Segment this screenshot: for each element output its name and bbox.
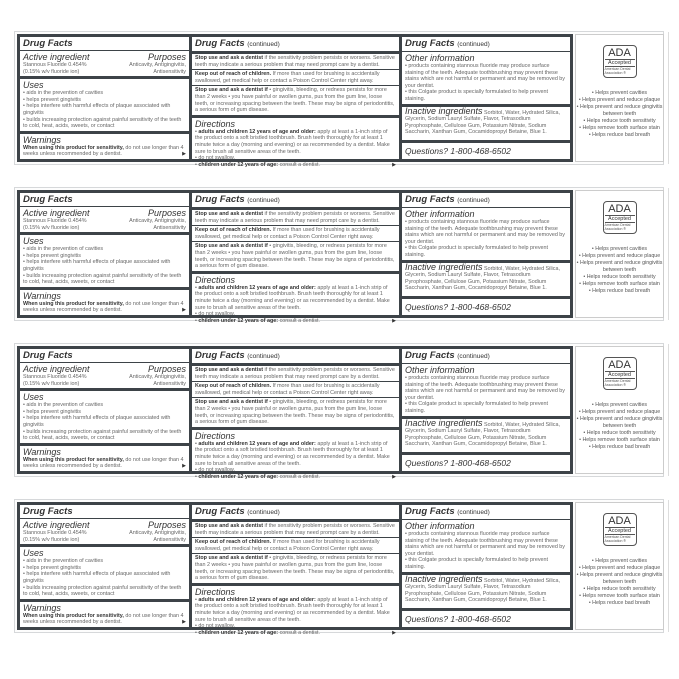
warnings-text: do not use longer than 4 weeks unless recommended by a dentist. (23, 300, 184, 314)
stop-use-if-text: • gingivitis, bleeding, or redness persists for more than 2 weeks • you have painful or swollen gums, pus from the gum line, loose teeth, or increasing spacing between the teeth. These may be signs of periodontitis, a serious form of gum disease. (195, 243, 395, 270)
purposes-title: Purposes (147, 52, 186, 62)
warnings-bold: When using this product for sensitivity, (23, 144, 124, 151)
warnings-bold: When using this product for sensitivity, (23, 456, 124, 463)
ada-seal (603, 201, 637, 234)
drug-facts-title: Drug Facts (405, 38, 455, 49)
warnings-bold: When using this product for sensitivity, (23, 300, 124, 307)
list-item: • builds increasing protection against painful sensitivity of the teeth to cold, heat, acids, sweets, or contact (23, 429, 186, 442)
column-2 (189, 190, 402, 324)
inactive-title: Inactive ingredients (405, 105, 483, 116)
other-title: Other information (405, 521, 475, 531)
ada-logo: ADA (608, 359, 631, 371)
list-item: • helps prevent gingivitis (23, 409, 186, 416)
active-ingredient-section (20, 519, 189, 547)
stop-use-text: if the sensitivity problem persists or worsens. Sensitive teeth may indicate a serious problem that may need prompt care by a dentist. (195, 523, 395, 536)
active-title: Active ingredient (23, 364, 90, 374)
claim-item: • Helps remove tooth surface stain (576, 437, 663, 444)
direction-text: consult a dentist. (278, 317, 321, 324)
inactive-title: Inactive ingredients (405, 261, 483, 272)
warnings-text: do not use longer than 4 weeks unless recommended by a dentist. (23, 456, 184, 470)
uses-section (20, 79, 189, 134)
column-1 (17, 34, 192, 162)
claim-item: • Helps prevent and reduce gingivitis between teeth (576, 260, 663, 274)
other-information-section (402, 364, 570, 419)
list-item: • products containing stannous fluoride may produce surface staining of the teeth. Adequate toothbrushing may prevent these stains which are not harmful or permanent and may be removed by your dentist. (405, 531, 567, 557)
inactive-ingredients-section (402, 419, 570, 455)
ada-seal (603, 45, 637, 78)
purposes-title: Purposes (147, 364, 186, 374)
drug-facts-title: Drug Facts (195, 38, 245, 49)
continued-label: (continued) (457, 41, 490, 48)
stop-use-if-text: • gingivitis, bleeding, or redness persists for more than 2 weeks • you have painful or swollen gums, pus from the gum line, loose teeth, or increasing spacing between the teeth. These may be signs of periodontitis, a serious form of gum disease. (195, 399, 395, 426)
questions-phone: Questions? 1-800-468-6502 (405, 302, 511, 312)
claim-item: • Helps remove tooth surface stain (576, 125, 663, 132)
keep-out-bold: Keep out of reach of children. (195, 71, 272, 78)
drug-facts-label (14, 31, 664, 168)
list-item: • do not swallow. (195, 311, 396, 318)
column-2 (189, 34, 402, 168)
claim-item: • Helps reduce tooth sensitivity (576, 586, 663, 593)
ada-column (575, 190, 664, 318)
ada-column (575, 502, 664, 630)
list-item: • do not swallow. (195, 467, 396, 474)
arrow-right-icon: ▶ (392, 317, 396, 324)
arrow-right-icon: ▶ (182, 463, 186, 470)
keep-out-bold: Keep out of reach of children. (195, 539, 272, 546)
other-title: Other information (405, 53, 475, 63)
continued-label: (continued) (247, 353, 280, 360)
stop-use-bold: Stop use and ask a dentist (195, 523, 263, 529)
list-item: • products containing stannous fluoride may produce surface staining of the teeth. Adequate toothbrushing may prevent these stains which are not harmful or permanent and may be removed by your dentist. (405, 375, 567, 401)
drug-facts-title: Drug Facts (195, 194, 245, 205)
claim-item: • Helps reduce bad breath (576, 288, 663, 295)
stop-use-text: if the sensitivity problem persists or worsens. Sensitive teeth may indicate a serious problem that may need prompt care by a dentist. (195, 211, 395, 224)
uses-section (20, 235, 189, 290)
inactive-title: Inactive ingredients (405, 573, 483, 584)
list-item: • this Colgate product is specially formulated to help prevent staining. (405, 245, 567, 258)
stop-use-if-bold: Stop use and ask a dentist if (195, 399, 268, 406)
column-3 (399, 34, 573, 162)
inactive-text: Sorbitol, Water, Hydrated Silica, Glycerin, Sodium Lauryl Sulfate, Flavor, Tetrasodium Pyrophosphate, Cellulose Gum, Potassium Nitrate, Sodium Saccharin, Xanthan Gum, Cocamidopropyl Betaine, Blue 1. (405, 265, 560, 292)
warnings-section (20, 290, 189, 315)
column-2 (189, 502, 402, 636)
claim-item: • Helps prevent and reduce plaque (576, 409, 663, 416)
keep-out-text: If more than used for brushing is accidentally swallowed, get medical help or contact a Poison Control Center right away. (195, 227, 380, 240)
keep-out-bold: Keep out of reach of children. (195, 383, 272, 390)
directions-title: Directions (195, 430, 236, 441)
directions-title: Directions (195, 586, 236, 597)
active-line: Stannous Fluoride 0.454% (23, 374, 87, 380)
drug-facts-title: Drug Facts (23, 38, 73, 49)
direction-bold: children under 12 years of age: (198, 317, 279, 324)
direction-bold: children under 12 years of age: (198, 161, 279, 168)
continued-label: (continued) (457, 509, 490, 516)
drug-facts-label (14, 343, 664, 480)
ada-association: American Dental Association ® (604, 379, 631, 387)
uses-title: Uses (23, 392, 44, 403)
uses-section (20, 547, 189, 602)
list-item: • helps prevent gingivitis (23, 565, 186, 572)
purposes-title: Purposes (147, 520, 186, 530)
directions-section (192, 118, 399, 170)
direction-text: apply at least a 1-inch strip of the product onto a soft bristled toothbrush. Brush teeth thoroughly for at least 1 minute twice a day (morning and evening) or as recommended by a dentist. Make sure to brush all sensitive areas of the teeth. (195, 596, 390, 623)
stop-use-if-text: • gingivitis, bleeding, or redness persists for more than 2 weeks • you have painful or swollen gums, pus from the gum line, loose teeth, or increasing spacing between the teeth. These may be signs of periodontitis, a serious form of gum disease. (195, 555, 395, 582)
ada-association: American Dental Association ® (604, 67, 631, 75)
list-item: • this Colgate product is specially formulated to help prevent staining. (405, 89, 567, 102)
active-ingredient-section (20, 207, 189, 235)
claim-item: • Helps prevent and reduce plaque (576, 97, 663, 104)
arrow-right-icon: ▶ (182, 151, 186, 158)
direction-bold: children under 12 years of age: (198, 473, 279, 480)
column-3 (399, 346, 573, 474)
claim-item: • Helps prevent and reduce plaque (576, 565, 663, 572)
warnings-title: Warnings (23, 290, 61, 301)
list-item: • builds increasing protection against painful sensitivity of the teeth to cold, heat, acids, sweets, or contact (23, 273, 186, 286)
purpose-line: Anticavity, Antigingivitis, (129, 530, 186, 536)
direction-text: apply at least a 1-inch strip of the product onto a soft bristled toothbrush. Brush teeth thoroughly for at least 1 minute twice a day (morning and evening) or as recommended by a dentist. Make sure to brush all sensitive areas of the teeth. (195, 284, 390, 311)
questions-phone: Questions? 1-800-468-6502 (405, 614, 511, 624)
directions-title: Directions (195, 274, 236, 285)
list-item: • products containing stannous fluoride may produce surface staining of the teeth. Adequate toothbrushing may prevent these stains which are not harmful or permanent and may be removed by your dentist. (405, 63, 567, 89)
purpose-line: Anticavity, Antigingivitis, (129, 374, 186, 380)
stop-use-bold: Stop use and ask a dentist (195, 367, 263, 373)
stop-use-text: if the sensitivity problem persists or worsens. Sensitive teeth may indicate a serious problem that may need prompt care by a dentist. (195, 55, 395, 68)
stop-use-text: if the sensitivity problem persists or worsens. Sensitive teeth may indicate a serious problem that may need prompt care by a dentist. (195, 367, 395, 380)
list-item: • this Colgate product is specially formulated to help prevent staining. (405, 401, 567, 414)
uses-section (20, 391, 189, 446)
column-1 (17, 502, 192, 630)
direction-text: apply at least a 1-inch strip of the product onto a soft bristled toothbrush. Brush teeth thoroughly for at least 1 minute twice a day (morning and evening) or as recommended by a dentist. Make sure to brush all sensitive areas of the teeth. (195, 440, 390, 467)
active-line: (0.15% w/v fluoride ion) (23, 380, 80, 387)
purpose-line: Antisensitivity (153, 380, 186, 387)
other-information-section (402, 520, 570, 575)
list-item: • helps prevent gingivitis (23, 253, 186, 260)
column-3 (399, 502, 573, 630)
continued-label: (continued) (247, 509, 280, 516)
warnings-section (20, 134, 189, 159)
claim-item: • Helps reduce tooth sensitivity (576, 118, 663, 125)
claim-item: • Helps prevent and reduce gingivitis between teeth (576, 572, 663, 586)
warnings-section (20, 602, 189, 627)
direction-text: consult a dentist. (278, 629, 321, 636)
active-line: Stannous Fluoride 0.454% (23, 62, 87, 68)
ada-accepted: Accepted (605, 215, 635, 223)
claim-item: • Helps prevent cavities (576, 402, 663, 409)
column-1 (17, 190, 192, 318)
arrow-right-icon: ▶ (392, 161, 396, 168)
directions-section (192, 586, 399, 638)
purpose-line: Anticavity, Antigingivitis, (129, 62, 186, 68)
drug-facts-title: Drug Facts (405, 506, 455, 517)
ada-logo: ADA (608, 203, 631, 215)
purpose-line: Anticavity, Antigingivitis, (129, 218, 186, 224)
claim-item: • Helps reduce tooth sensitivity (576, 274, 663, 281)
list-item: • builds increasing protection against painful sensitivity of the teeth to cold, heat, acids, sweets, or contact (23, 585, 186, 598)
list-item: • aids in the prevention of cavities (23, 402, 186, 409)
continued-label: (continued) (247, 41, 280, 48)
list-item: • aids in the prevention of cavities (23, 90, 186, 97)
claim-item: • Helps prevent cavities (576, 90, 663, 97)
ada-accepted: Accepted (605, 527, 635, 535)
warnings-title: Warnings (23, 446, 61, 457)
other-title: Other information (405, 365, 475, 375)
column-2 (189, 346, 402, 480)
continued-label: (continued) (247, 197, 280, 204)
active-ingredient-section (20, 363, 189, 391)
inactive-ingredients-section (402, 107, 570, 143)
column-1 (17, 346, 192, 474)
drug-facts-title: Drug Facts (195, 350, 245, 361)
claim-item: • Helps remove tooth surface stain (576, 593, 663, 600)
drug-facts-title: Drug Facts (23, 506, 73, 517)
stop-use-if-bold: Stop use and ask a dentist if (195, 555, 268, 562)
direction-text: consult a dentist. (278, 473, 321, 480)
drug-facts-title: Drug Facts (23, 194, 73, 205)
ada-logo: ADA (608, 47, 631, 59)
column-3 (399, 190, 573, 318)
drug-facts-title: Drug Facts (405, 350, 455, 361)
list-item: • aids in the prevention of cavities (23, 558, 186, 565)
drug-facts-title: Drug Facts (195, 506, 245, 517)
keep-out-bold: Keep out of reach of children. (195, 227, 272, 234)
keep-out-text: If more than used for brushing is accidentally swallowed, get medical help or contact a Poison Control Center right away. (195, 383, 380, 396)
stop-use-if-bold: Stop use and ask a dentist if (195, 87, 268, 94)
purpose-line: Antisensitivity (153, 536, 186, 543)
drug-facts-label (14, 499, 664, 636)
keep-out-text: If more than used for brushing is accidentally swallowed, get medical help or contact a Poison Control Center right away. (195, 539, 380, 552)
ada-column (575, 346, 664, 474)
ada-seal (603, 357, 637, 390)
directions-section (192, 430, 399, 482)
uses-title: Uses (23, 236, 44, 247)
other-title: Other information (405, 209, 475, 219)
warnings-title: Warnings (23, 134, 61, 145)
warnings-title: Warnings (23, 602, 61, 613)
stop-use-bold: Stop use and ask a dentist (195, 55, 263, 61)
active-line: Stannous Fluoride 0.454% (23, 218, 87, 224)
list-item: • builds increasing protection against painful sensitivity of the teeth to cold, heat, acids, sweets, or contact (23, 117, 186, 130)
directions-section (192, 274, 399, 326)
claim-item: • Helps reduce bad breath (576, 444, 663, 451)
claim-item: • Helps prevent cavities (576, 246, 663, 253)
ada-association: American Dental Association ® (604, 223, 631, 231)
questions-phone: Questions? 1-800-468-6502 (405, 146, 511, 156)
list-item: • helps prevent gingivitis (23, 97, 186, 104)
continued-label: (continued) (457, 197, 490, 204)
list-item: • products containing stannous fluoride may produce surface staining of the teeth. Adequate toothbrushing may prevent these stains which are not harmful or permanent and may be removed by your dentist. (405, 219, 567, 245)
drug-facts-title: Drug Facts (23, 350, 73, 361)
purpose-line: Antisensitivity (153, 68, 186, 75)
claim-item: • Helps prevent and reduce gingivitis between teeth (576, 416, 663, 430)
other-information-section (402, 208, 570, 263)
active-line: (0.15% w/v fluoride ion) (23, 536, 80, 543)
list-item: • helps interfere with harmful effects of plaque associated with gingivitis (23, 103, 186, 116)
purposes-title: Purposes (147, 208, 186, 218)
active-title: Active ingredient (23, 520, 90, 530)
warnings-text: do not use longer than 4 weeks unless recommended by a dentist. (23, 612, 184, 626)
direction-text: consult a dentist. (278, 161, 321, 168)
list-item: • aids in the prevention of cavities (23, 246, 186, 253)
warnings-bold: When using this product for sensitivity, (23, 612, 124, 619)
active-title: Active ingredient (23, 208, 90, 218)
claim-item: • Helps remove tooth surface stain (576, 281, 663, 288)
claim-item: • Helps reduce bad breath (576, 132, 663, 139)
keep-out-text: If more than used for brushing is accidentally swallowed, get medical help or contact a Poison Control Center right away. (195, 71, 380, 84)
direction-bold: adults and children 12 years of age and older: (198, 596, 316, 603)
direction-text: apply at least a 1-inch strip of the product onto a soft bristled toothbrush. Brush teeth thoroughly for at least 1 minute twice a day (morning and evening) or as recommended by a dentist. Make sure to brush all sensitive areas of the teeth. (195, 128, 390, 155)
claim-item: • Helps prevent cavities (576, 558, 663, 565)
list-item: • helps interfere with harmful effects of plaque associated with gingivitis (23, 415, 186, 428)
arrow-right-icon: ▶ (182, 619, 186, 626)
direction-bold: adults and children 12 years of age and older: (198, 440, 316, 447)
warnings-section (20, 446, 189, 471)
uses-title: Uses (23, 548, 44, 559)
uses-title: Uses (23, 80, 44, 91)
direction-bold: children under 12 years of age: (198, 629, 279, 636)
arrow-right-icon: ▶ (392, 473, 396, 480)
directions-title: Directions (195, 118, 236, 129)
active-title: Active ingredient (23, 52, 90, 62)
active-line: (0.15% w/v fluoride ion) (23, 68, 80, 75)
claim-item: • Helps prevent and reduce gingivitis between teeth (576, 104, 663, 118)
ada-accepted: Accepted (605, 59, 635, 67)
ada-logo: ADA (608, 515, 631, 527)
ada-seal (603, 513, 637, 546)
drug-facts-title: Drug Facts (405, 194, 455, 205)
direction-bold: adults and children 12 years of age and older: (198, 128, 316, 135)
ada-column (575, 34, 664, 162)
list-item: • helps interfere with harmful effects of plaque associated with gingivitis (23, 259, 186, 272)
purpose-line: Antisensitivity (153, 224, 186, 231)
ada-accepted: Accepted (605, 371, 635, 379)
claim-item: • Helps reduce bad breath (576, 600, 663, 607)
stop-use-bold: Stop use and ask a dentist (195, 211, 263, 217)
warnings-text: do not use longer than 4 weeks unless recommended by a dentist. (23, 144, 184, 158)
arrow-right-icon: ▶ (182, 307, 186, 314)
list-item: • do not swallow. (195, 623, 396, 630)
other-information-section (402, 52, 570, 107)
inactive-text: Sorbitol, Water, Hydrated Silica, Glycerin, Sodium Lauryl Sulfate, Flavor, Tetrasodium Pyrophosphate, Cellulose Gum, Potassium Nitrate, Sodium Saccharin, Xanthan Gum, Cocamidopropyl Betaine, Blue 1. (405, 577, 560, 604)
inactive-text: Sorbitol, Water, Hydrated Silica, Glycerin, Sodium Lauryl Sulfate, Flavor, Tetrasodium Pyrophosphate, Cellulose Gum, Potassium Nitrate, Sodium Saccharin, Xanthan Gum, Cocamidopropyl Betaine, Blue 1. (405, 421, 560, 448)
direction-bold: adults and children 12 years of age and older: (198, 284, 316, 291)
active-line: (0.15% w/v fluoride ion) (23, 224, 80, 231)
claim-item: • Helps reduce tooth sensitivity (576, 430, 663, 437)
stop-use-if-text: • gingivitis, bleeding, or redness persists for more than 2 weeks • you have painful or swollen gums, pus from the gum line, loose teeth, or increasing spacing between the teeth. These may be signs of periodontitis, a serious form of gum disease. (195, 87, 395, 114)
active-line: Stannous Fluoride 0.454% (23, 530, 87, 536)
claim-item: • Helps prevent and reduce plaque (576, 253, 663, 260)
list-item: • helps interfere with harmful effects of plaque associated with gingivitis (23, 571, 186, 584)
inactive-ingredients-section (402, 263, 570, 299)
active-ingredient-section (20, 51, 189, 79)
questions-phone: Questions? 1-800-468-6502 (405, 458, 511, 468)
arrow-right-icon: ▶ (392, 629, 396, 636)
list-item: • this Colgate product is specially formulated to help prevent staining. (405, 557, 567, 570)
ada-association: American Dental Association ® (604, 535, 631, 543)
stop-use-if-bold: Stop use and ask a dentist if (195, 243, 268, 250)
continued-label: (continued) (457, 353, 490, 360)
drug-facts-label (14, 187, 664, 324)
list-item: • do not swallow. (195, 155, 396, 162)
inactive-text: Sorbitol, Water, Hydrated Silica, Glycerin, Sodium Lauryl Sulfate, Flavor, Tetrasodium Pyrophosphate, Cellulose Gum, Potassium Nitrate, Sodium Saccharin, Xanthan Gum, Cocamidopropyl Betaine, Blue 1. (405, 109, 560, 136)
inactive-ingredients-section (402, 575, 570, 611)
inactive-title: Inactive ingredients (405, 417, 483, 428)
